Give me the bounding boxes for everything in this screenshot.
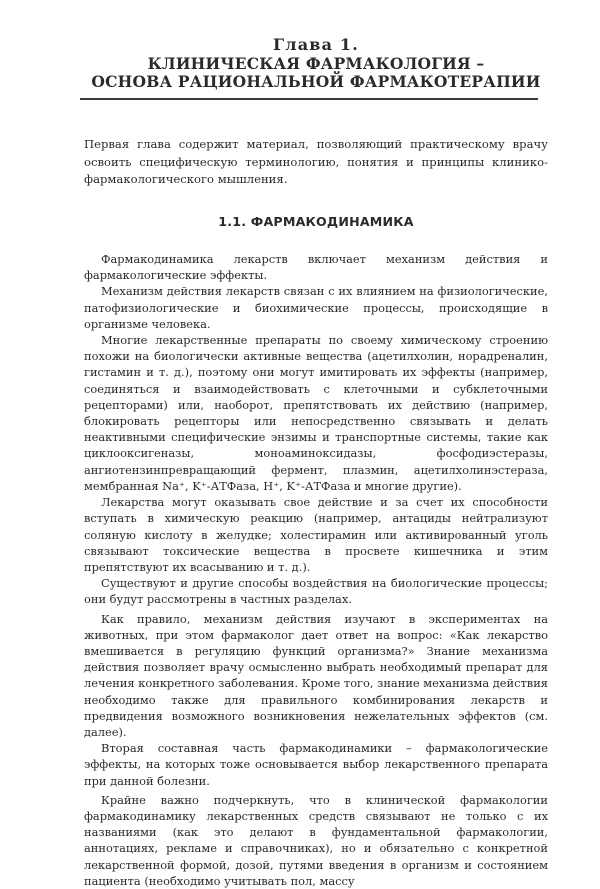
paragraph: Механизм действия лекарств связан с их влиянием на физиологические, патофизиологические и биохимические процессы, происходящие в организме человека. — [84, 284, 548, 331]
paragraph: Как правило, механизм действия изучают в экспериментах на животных, при этом фармаколог дает ответ на вопрос: «Как лекарство вмешивается в регуляцию функций организма?» Знание механизма действия позволяет врачу осмысленно выбрать необходимый препарат для лечения конкретного заболевания. Кроме того, знание механизма действия необходимо также для правильного комбинирования лекарств и предвидения возможного возникновения нежелательных эффектов (см. далее). — [84, 611, 548, 739]
section-heading: 1.1. ФАРМАКОДИНАМИКА — [218, 214, 414, 230]
chapter-divider — [80, 98, 538, 100]
chapter-intro: Первая глава содержит материал, позволяющий практическому врачу освоить специфическую терминологию, понятия и принципы клинико-фармакологического мышления. — [84, 137, 548, 186]
paragraph: Существуют и другие способы воздействия на биологические процессы; они будут рассмотрены в частных разделах. — [84, 576, 548, 607]
paragraph: Вторая составная часть фармакодинамики – фармакологические эффекты, на которых тоже основывается выбор лекарственного препарата при данной болезни. — [84, 741, 548, 788]
chapter-header — [84, 36, 548, 91]
paragraph: Фармакодинамика лекарств включает механизм действия и фармакологические эффекты. — [84, 252, 548, 283]
chapter-label: Глава 1. — [272, 35, 360, 54]
paragraph: Лекарства могут оказывать свое действие и за счет их способности вступать в химическую реакцию (например, антациды нейтрализуют соляную кислоту в желудке; холестирамин или активированный уголь связывают токсические вещества в просвете кишечника и этим препятствуют их всасыванию и т. д.). — [84, 495, 548, 574]
paragraph: Крайне важно подчеркнуть, что в клинической фармакологии фармакодинамику лекарственных средств связывают не только с их названиями (как это делают в фундаментальной фармакологии, аннотациях, рекламе и справочниках), но и обязательно с конкретной лекарственной формой, дозой, путями введения в организм и состоянием пациента (необходимо учитывать пол, массу — [84, 792, 548, 888]
body-text — [84, 251, 548, 889]
paragraph: Многие лекарственные препараты по своему химическому строению похожи на биологически активные вещества (ацетилхолин, норадреналин, гистамин и т. д.), поэтому они могут имитировать их эффекты (например, соединяться и взаимодействовать с клеточными и субклеточными рецепторами) или, наоборот, препятствовать их действию (например, блокировать рецепторы или непосредственно связывать и делать неактивными специфические энзимы и транспортные системы, такие как циклооксигеназы, моноаминоксидазы, фосфодиэстеразы, ангиотензинпревращающий фермент, плазмин, ацетилхолинэстераза, мембранная Na⁺, K⁺-АТФаза, H⁺, K⁺-АТФаза и многие другие). — [84, 333, 548, 493]
chapter-title-line-2: ОСНОВА РАЦИОНАЛЬНОЙ ФАРМАКОТЕРАПИИ — [91, 72, 541, 92]
chapter-title-line-1: КЛИНИЧЕСКАЯ ФАРМАКОЛОГИЯ – — [147, 53, 485, 73]
